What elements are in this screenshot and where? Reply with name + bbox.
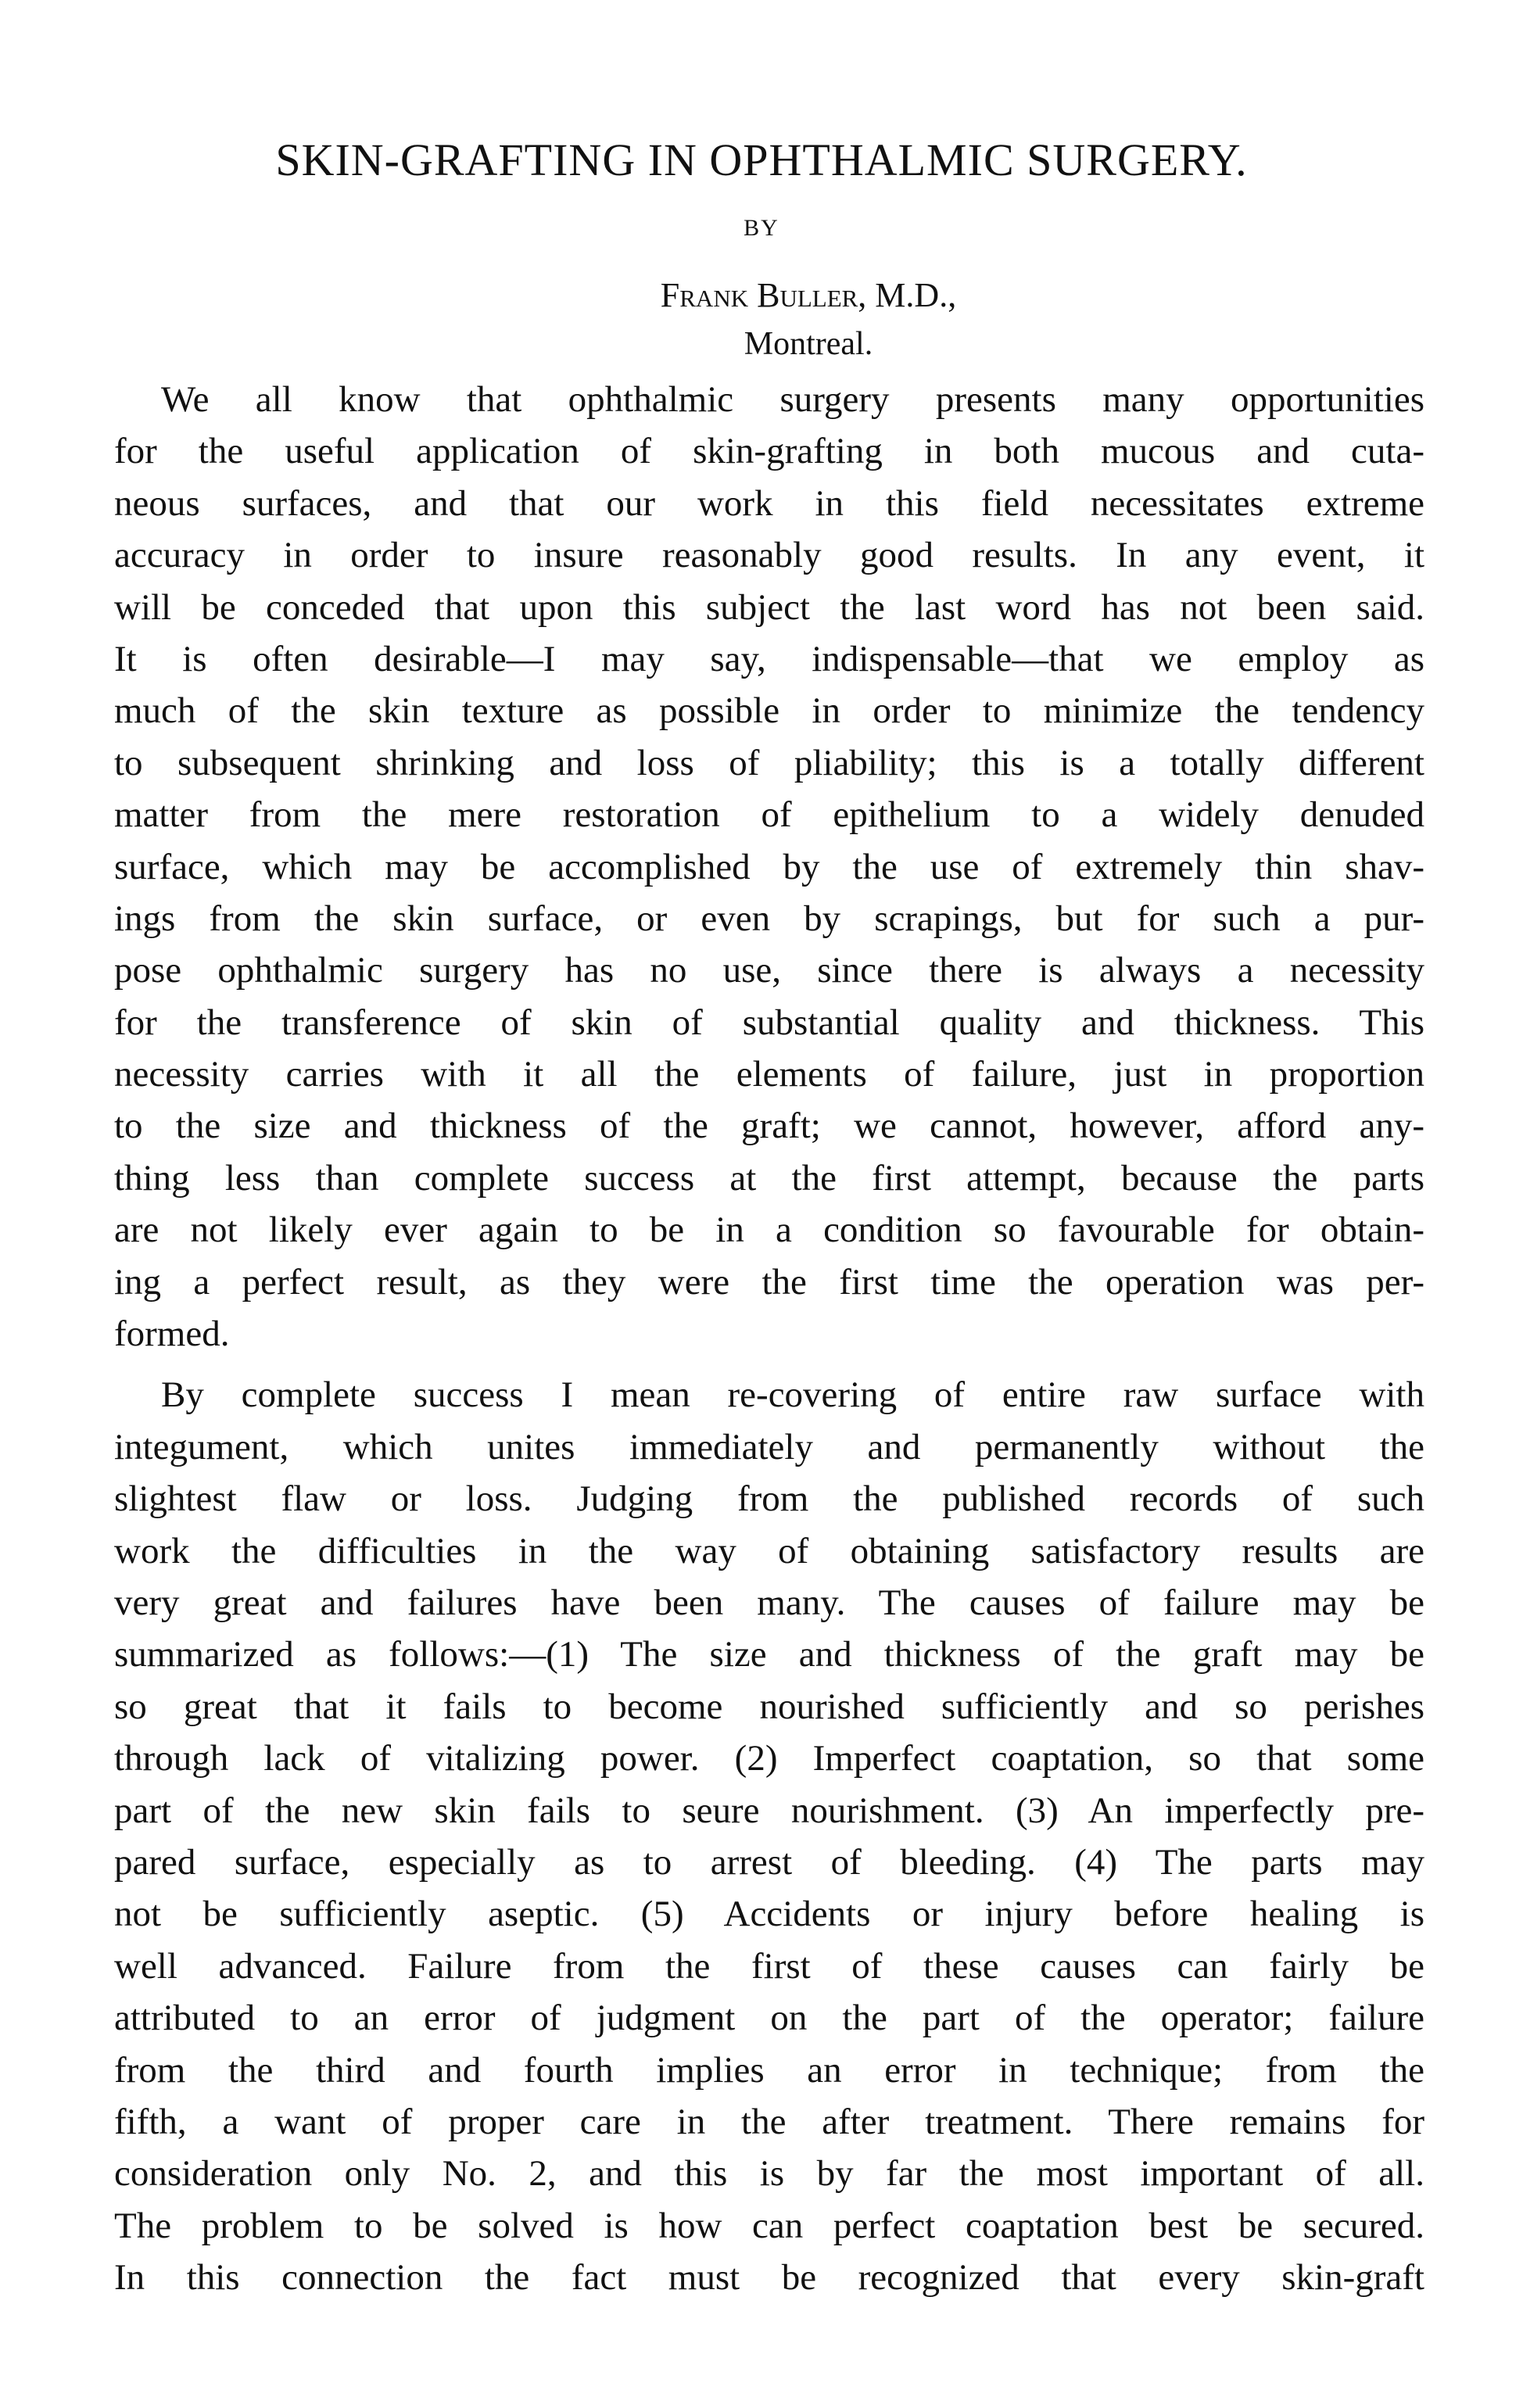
text-line: By complete success I mean re-covering of entire raw surface with bbox=[161, 1374, 1424, 1416]
text-line: We all know that ophthalmic surgery presents many opportunities bbox=[161, 379, 1424, 420]
text-line: for the useful application of skin-grafting in both mucous and cuta- bbox=[114, 431, 1424, 472]
paragraph-2 bbox=[114, 1369, 1424, 2303]
text-line: to the size and thickness of the graft; we cannot, however, afford any- bbox=[114, 1105, 1424, 1147]
text-line: summarized as follows:—(1) The size and thickness of the graft may be bbox=[114, 1634, 1424, 1675]
text-line: neous surfaces, and that our work in this field necessitates extreme bbox=[114, 482, 1424, 524]
text-line: attributed to an error of judgment on the part of the operator; failure bbox=[114, 1998, 1424, 2039]
text-line: accuracy in order to insure reasonably good results. In any event, it bbox=[114, 535, 1424, 576]
article-title: SKIN-GRAFTING IN OPHTHALMIC SURGERY. bbox=[275, 134, 1248, 185]
text-line: to subsequent shrinking and loss of pliability; this is a totally different bbox=[114, 742, 1424, 783]
text-line: very great and failures have been many. The causes of failure may be bbox=[114, 1582, 1424, 1623]
byline: BY bbox=[744, 215, 779, 241]
text-line: ing a perfect result, as they were the first time the operation was per- bbox=[114, 1261, 1424, 1303]
text-line: ings from the skin surface, or even by scrapings, but for such a pur- bbox=[114, 898, 1424, 939]
text-line: It is often desirable—I may say, indispensable—that we employ as bbox=[114, 638, 1424, 679]
paragraph-gap bbox=[114, 1360, 1424, 1369]
text-line: part of the new skin fails to seure nourishment. (3) An imperfectly pre- bbox=[114, 1790, 1424, 1831]
text-line: much of the skin texture as possible in order to minimize the tendency bbox=[114, 690, 1424, 732]
text-line: are not likely ever again to be in a condition so favourable for obtain- bbox=[114, 1209, 1424, 1251]
text-line: pose ophthalmic surgery has no use, since there is always a necessity bbox=[114, 950, 1424, 991]
text-line: integument, which unites immediately and permanently without the bbox=[114, 1426, 1424, 1467]
text-line: through lack of vitalizing power. (2) Imperfect coaptation, so that some bbox=[114, 1738, 1424, 1779]
text-line: surface, which may be accomplished by the use of extremely thin shav- bbox=[114, 846, 1424, 887]
text-line: In this connection the fact must be recognized that every skin-graft bbox=[114, 2257, 1424, 2299]
text-line: fifth, a want of proper care in the after treatment. There remains for bbox=[114, 2101, 1424, 2142]
text-line: consideration only No. 2, and this is by far the most important of all. bbox=[114, 2153, 1424, 2195]
text-line: matter from the mere restoration of epithelium to a widely denuded bbox=[114, 794, 1424, 836]
text-line: The problem to be solved is how can perfect coaptation best be secured. bbox=[114, 2205, 1424, 2246]
text-line: work the difficulties in the way of obtaining satisfactory results are bbox=[114, 1530, 1424, 1571]
text-line: for the transference of skin of substantial quality and thickness. This bbox=[114, 1002, 1424, 1043]
author-name: Frank Buller, M.D., bbox=[660, 276, 957, 314]
text-line: so great that it fails to become nourished sufficiently and so perishes bbox=[114, 1686, 1424, 1727]
author-affiliation: Montreal. bbox=[744, 326, 873, 362]
text-line: well advanced. Failure from the first of these causes can fairly be bbox=[114, 1945, 1424, 1987]
paragraph-1 bbox=[114, 374, 1424, 1360]
text-line: will be conceded that upon this subject the last word has not been said. bbox=[114, 586, 1424, 628]
text-line: thing less than complete success at the first attempt, because the parts bbox=[114, 1157, 1424, 1199]
text-line: necessity carries with it all the elements of failure, just in proportion bbox=[114, 1054, 1424, 1095]
text-line: slightest flaw or loss. Judging from the published records of such bbox=[114, 1478, 1424, 1520]
text-line: formed. bbox=[114, 1313, 230, 1355]
text-line: from the third and fourth implies an error in technique; from the bbox=[114, 2049, 1424, 2091]
article-body bbox=[114, 374, 1424, 2303]
text-line: not be sufficiently aseptic. (5) Accidents or injury before healing is bbox=[114, 1894, 1424, 1935]
text-line: pared surface, especially as to arrest of bleeding. (4) The parts may bbox=[114, 1841, 1424, 1883]
